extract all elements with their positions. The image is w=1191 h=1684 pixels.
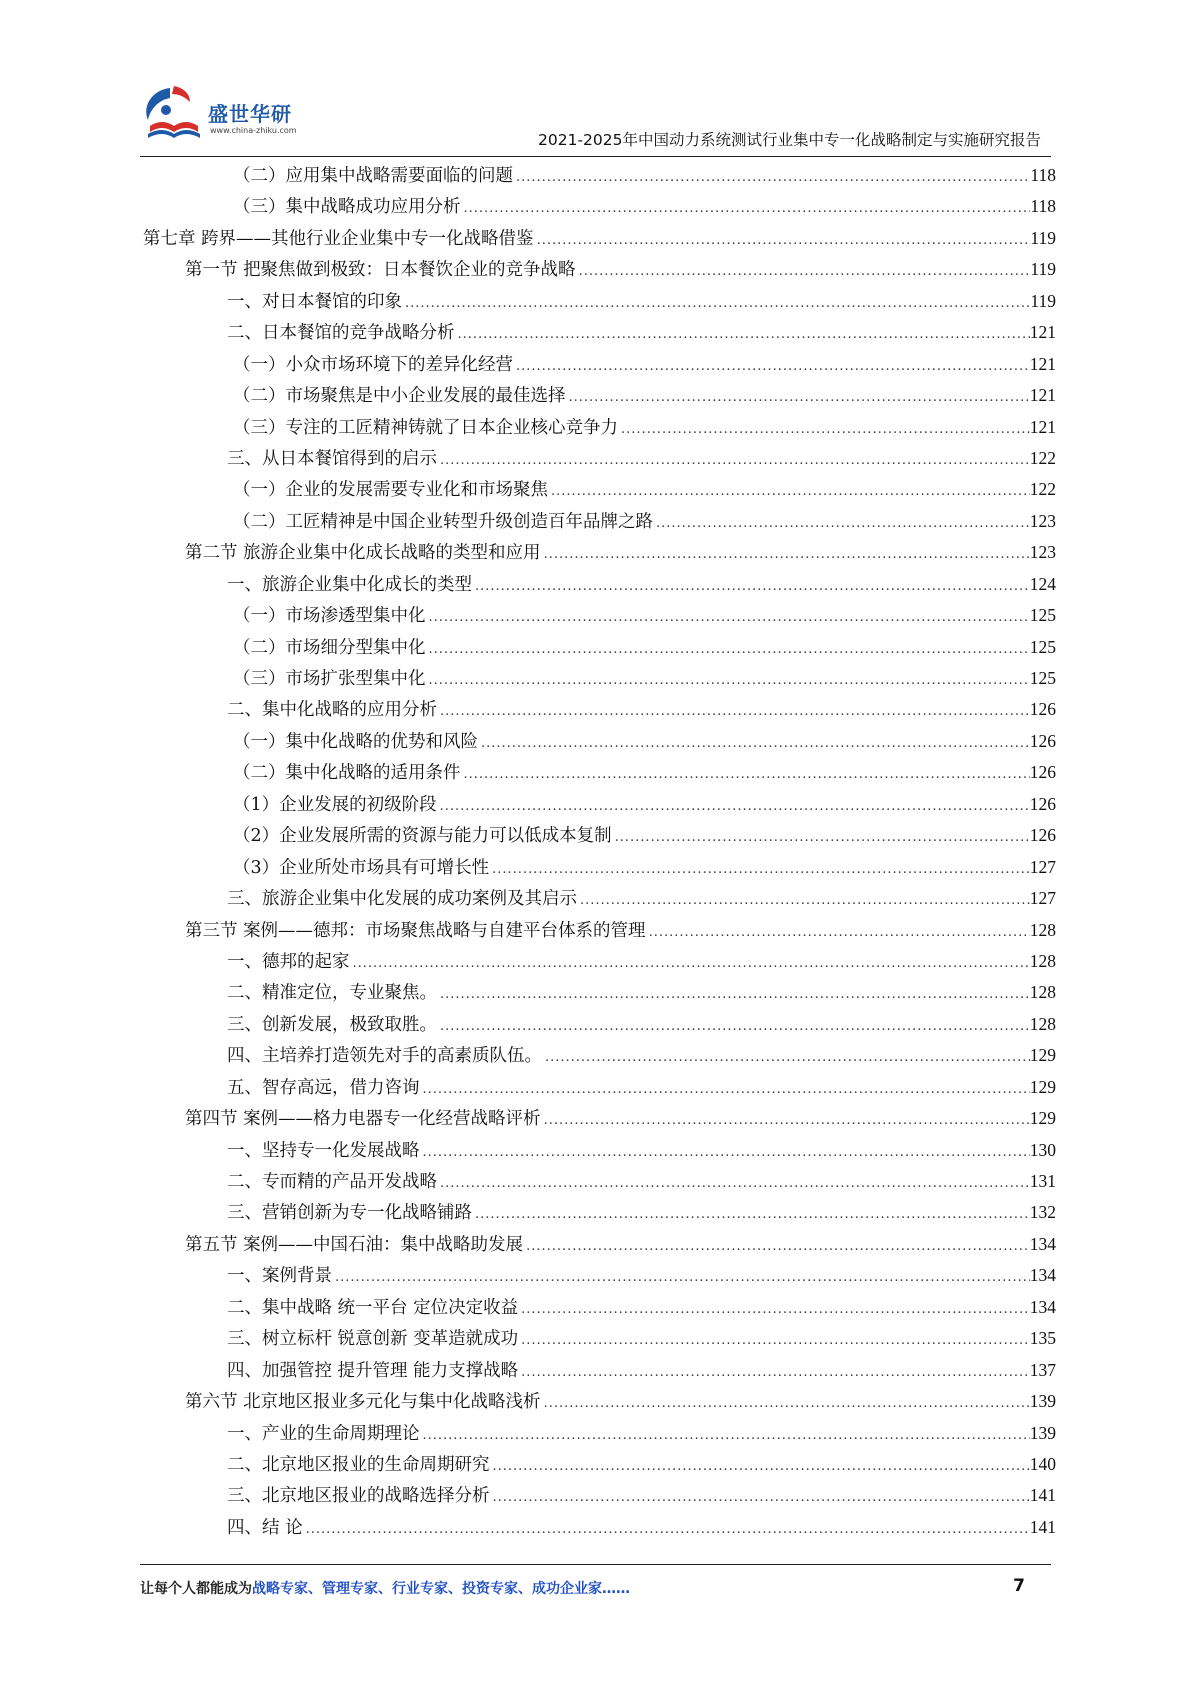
toc-entry-label: （二）工匠精神是中国企业转型升级创造百年品牌之路 xyxy=(233,511,653,532)
toc-entry-page: 127 xyxy=(1029,888,1056,909)
toc-entry-label: （二）市场细分型集中化 xyxy=(233,637,426,658)
toc-entry-label: 一、旅游企业集中化成长的类型 xyxy=(227,574,472,595)
toc-entry-page: 128 xyxy=(1029,919,1056,940)
toc-entry-label: （二）集中化战略的适用条件 xyxy=(233,763,461,784)
toc-dot-leader xyxy=(426,634,1030,663)
toc-entry-page: 121 xyxy=(1029,322,1056,343)
toc-entry[interactable] xyxy=(140,757,1056,788)
toc-dot-leader xyxy=(426,602,1030,631)
toc-entry-label: （一）市场渗透型集中化 xyxy=(233,606,426,627)
toc-dot-leader xyxy=(472,1199,1030,1228)
toc-entry-page: 128 xyxy=(1029,950,1056,971)
toc-dot-leader xyxy=(490,1482,1030,1511)
toc-dot-leader xyxy=(577,885,1030,914)
toc-entry[interactable] xyxy=(140,726,1056,757)
toc-entry[interactable] xyxy=(140,600,1056,631)
toc-entry-label: （二）应用集中战略需要面临的问题 xyxy=(233,166,513,186)
toc-entry-page: 119 xyxy=(1030,290,1056,311)
slogan-prefix: 让每个人都能成为 xyxy=(140,1581,252,1597)
toc-entry-page: 126 xyxy=(1029,793,1056,814)
page-number: 7 xyxy=(1013,1576,1025,1596)
toc-entry[interactable] xyxy=(140,412,1056,443)
toc-entry-label: （二）市场聚焦是中小企业发展的最佳选择 xyxy=(233,386,566,407)
toc-entry-label: 一、德邦的起家 xyxy=(227,951,350,972)
toc-dot-leader xyxy=(523,1231,1030,1260)
toc-dot-leader xyxy=(420,1137,1030,1166)
table-of-contents xyxy=(140,160,1056,1543)
toc-entry[interactable] xyxy=(140,1512,1056,1543)
toc-entry-label: 三、北京地区报业的战略选择分析 xyxy=(227,1486,490,1507)
toc-entry-page: 123 xyxy=(1029,542,1056,563)
toc-entry-label: 三、营销创新为专一化战略铺路 xyxy=(227,1203,472,1224)
toc-entry-label: 三、树立标杆 锐意创新 变革造就成功 xyxy=(227,1329,519,1350)
toc-entry[interactable] xyxy=(140,977,1056,1008)
toc-entry-page: 125 xyxy=(1029,605,1056,626)
toc-entry[interactable] xyxy=(140,1072,1056,1103)
toc-entry-label: 二、日本餐馆的竞争战略分析 xyxy=(227,323,455,344)
header-divider xyxy=(140,156,1051,157)
toc-entry-label: 一、坚持专一化发展战略 xyxy=(227,1140,420,1161)
toc-entry[interactable] xyxy=(140,474,1056,505)
toc-dot-leader xyxy=(541,1105,1030,1134)
book-logo-icon xyxy=(140,84,210,146)
toc-entry-label: （一）小众市场环境下的差异化经营 xyxy=(233,354,513,375)
toc-entry[interactable] xyxy=(140,506,1056,537)
toc-entry[interactable] xyxy=(140,537,1056,568)
company-logo xyxy=(140,84,315,146)
toc-dot-leader xyxy=(437,1011,1030,1040)
toc-entry-page: 126 xyxy=(1029,699,1056,720)
toc-entry-label: 第四节 案例——格力电器专一化经营战略评析 xyxy=(185,1109,541,1130)
toc-dot-leader xyxy=(518,1294,1030,1323)
toc-entry[interactable] xyxy=(140,1197,1056,1228)
toc-dot-leader xyxy=(437,445,1030,474)
toc-entry-page: 137 xyxy=(1029,1359,1056,1380)
toc-entry[interactable] xyxy=(140,1323,1056,1354)
toc-dot-leader xyxy=(437,791,1030,820)
toc-entry-label: 第七章 跨界——其他行业企业集中专一化战略借鉴 xyxy=(143,228,534,249)
toc-dot-leader xyxy=(513,351,1030,380)
toc-entry-label: （三）集中战略成功应用分析 xyxy=(233,197,461,218)
toc-entry[interactable] xyxy=(140,223,1056,254)
toc-entry-page: 122 xyxy=(1029,447,1056,468)
toc-entry-page: 134 xyxy=(1029,1233,1056,1254)
toc-entry[interactable] xyxy=(140,852,1056,883)
toc-entry-page: 140 xyxy=(1029,1453,1056,1474)
toc-entry[interactable] xyxy=(140,820,1056,851)
toc-entry-label: 四、主培养打造领先对手的高素质队伍。 xyxy=(227,1046,542,1067)
toc-entry[interactable] xyxy=(140,694,1056,725)
toc-dot-leader xyxy=(437,1168,1030,1197)
toc-dot-leader xyxy=(437,696,1030,725)
toc-entry-page: 129 xyxy=(1029,1108,1056,1129)
slogan-highlight: 战略专家、管理专家、行业专家、投资专家、成功企业家…… xyxy=(252,1581,630,1597)
toc-entry-page: 127 xyxy=(1029,856,1056,877)
toc-entry-page: 132 xyxy=(1029,1202,1056,1223)
toc-entry-page: 139 xyxy=(1029,1422,1056,1443)
toc-dot-leader xyxy=(350,948,1030,977)
toc-entry[interactable] xyxy=(140,569,1056,600)
toc-entry[interactable] xyxy=(140,1449,1056,1480)
toc-dot-leader xyxy=(478,728,1030,757)
toc-entry[interactable] xyxy=(140,317,1056,348)
toc-dot-leader xyxy=(455,319,1030,348)
toc-entry-label: （三）市场扩张型集中化 xyxy=(233,669,426,689)
toc-entry[interactable] xyxy=(140,1386,1056,1417)
page-footer xyxy=(140,1578,1051,1604)
footer-divider xyxy=(140,1564,1051,1565)
toc-entry-label: 三、创新发展，极致取胜。 xyxy=(227,1014,437,1035)
toc-entry[interactable] xyxy=(140,946,1056,977)
toc-entry[interactable] xyxy=(140,443,1056,474)
toc-entry-page: 135 xyxy=(1029,1328,1056,1349)
footer-slogan xyxy=(140,1578,630,1598)
toc-dot-leader xyxy=(332,1262,1030,1291)
toc-entry-page: 125 xyxy=(1029,636,1056,657)
toc-entry-page: 126 xyxy=(1029,762,1056,783)
toc-entry[interactable] xyxy=(140,349,1056,380)
toc-entry-label: （一）企业的发展需要专业化和市场聚焦 xyxy=(233,480,548,501)
toc-entry-page: 141 xyxy=(1029,1485,1056,1506)
toc-dot-leader xyxy=(513,162,1030,191)
toc-entry-label: 一、产业的生命周期理论 xyxy=(227,1423,420,1444)
toc-entry-page: 122 xyxy=(1029,479,1056,500)
toc-entry[interactable] xyxy=(140,1355,1056,1386)
toc-entry-page: 129 xyxy=(1029,1045,1056,1066)
toc-entry-page: 139 xyxy=(1029,1391,1056,1412)
toc-dot-leader xyxy=(420,1074,1030,1103)
toc-entry-label: （1）企业发展的初级阶段 xyxy=(233,794,437,815)
logo-url: www.china-zhiku.com xyxy=(210,126,297,135)
toc-entry-page: 128 xyxy=(1029,982,1056,1003)
toc-dot-leader xyxy=(566,382,1030,411)
toc-dot-leader xyxy=(461,759,1030,788)
toc-dot-leader xyxy=(653,508,1030,537)
document-title: 2021-2025年中国动力系统测试行业集中专一化战略制定与实施研究报告 xyxy=(538,131,1041,149)
toc-entry-label: 第六节 北京地区报业多元化与集中化战略浅析 xyxy=(185,1392,541,1413)
toc-entry[interactable] xyxy=(140,1135,1056,1166)
toc-dot-leader xyxy=(472,571,1030,600)
toc-dot-leader xyxy=(303,1514,1030,1543)
toc-entry-page: 141 xyxy=(1029,1516,1056,1537)
toc-entry-label: 二、集中战略 统一平台 定位决定收益 xyxy=(227,1297,519,1318)
toc-entry[interactable] xyxy=(140,915,1056,946)
toc-dot-leader xyxy=(646,917,1030,946)
toc-entry[interactable] xyxy=(140,1166,1056,1197)
logo-name: 盛世华研 xyxy=(208,102,292,126)
toc-dot-leader xyxy=(534,225,1031,254)
toc-dot-leader xyxy=(489,854,1030,883)
toc-dot-leader xyxy=(402,288,1030,317)
toc-entry-label: 第五节 案例——中国石油：集中战略助发展 xyxy=(185,1234,524,1255)
toc-entry[interactable] xyxy=(140,1009,1056,1040)
toc-entry[interactable] xyxy=(140,883,1056,914)
toc-entry-label: 第二节 旅游企业集中化成长战略的类型和应用 xyxy=(185,543,541,564)
toc-entry[interactable] xyxy=(140,286,1056,317)
toc-entry-label: 第三节 案例——德邦：市场聚焦战略与自建平台体系的管理 xyxy=(185,920,646,941)
toc-entry-label: （3）企业所处市场具有可增长性 xyxy=(233,857,490,878)
toc-entry-page: 123 xyxy=(1029,510,1056,531)
toc-entry-label: 五、智存高远，借力咨询 xyxy=(227,1077,420,1098)
toc-entry-page: 121 xyxy=(1029,416,1056,437)
toc-entry-page: 124 xyxy=(1029,573,1056,594)
toc-dot-leader xyxy=(542,1042,1030,1071)
toc-entry[interactable] xyxy=(140,1260,1056,1291)
toc-entry[interactable] xyxy=(140,632,1056,663)
toc-entry-label: （一）集中化战略的优势和风险 xyxy=(233,731,478,752)
toc-entry-label: 二、专而精的产品开发战略 xyxy=(227,1172,437,1192)
toc-dot-leader xyxy=(420,1420,1030,1449)
toc-entry-page: 130 xyxy=(1029,1139,1056,1160)
toc-entry-page: 121 xyxy=(1029,353,1056,374)
toc-entry-page: 119 xyxy=(1030,259,1056,280)
toc-dot-leader xyxy=(490,1451,1030,1480)
toc-dot-leader xyxy=(426,665,1030,694)
toc-entry-label: 一、对日本餐馆的印象 xyxy=(227,291,402,312)
toc-entry[interactable] xyxy=(140,1229,1056,1260)
toc-entry-page: 126 xyxy=(1029,825,1056,846)
toc-entry-label: 二、北京地区报业的生命周期研究 xyxy=(227,1454,490,1475)
toc-entry[interactable] xyxy=(140,789,1056,820)
toc-dot-leader xyxy=(612,822,1030,851)
toc-entry-label: 二、集中化战略的应用分析 xyxy=(227,700,437,721)
toc-dot-leader xyxy=(461,193,1031,222)
toc-dot-leader xyxy=(541,539,1030,568)
toc-entry-label: 三、旅游企业集中化发展的成功案例及其启示 xyxy=(227,889,577,910)
toc-entry-page: 125 xyxy=(1029,668,1056,688)
toc-entry-label: 一、案例背景 xyxy=(227,1266,332,1287)
toc-dot-leader xyxy=(518,1357,1030,1386)
toc-dot-leader xyxy=(541,1388,1030,1417)
toc-entry-page: 134 xyxy=(1029,1265,1056,1286)
page-header xyxy=(140,80,1051,158)
toc-entry[interactable] xyxy=(140,663,1056,694)
toc-entry[interactable] xyxy=(140,1418,1056,1449)
toc-entry[interactable] xyxy=(140,1292,1056,1323)
toc-entry[interactable] xyxy=(140,254,1056,285)
toc-entry[interactable] xyxy=(140,191,1056,222)
toc-entry[interactable] xyxy=(140,1040,1056,1071)
toc-entry-label: 三、从日本餐馆得到的启示 xyxy=(227,448,437,469)
toc-dot-leader xyxy=(548,476,1030,505)
toc-dot-leader xyxy=(576,256,1031,285)
toc-dot-leader xyxy=(518,1325,1030,1354)
toc-entry-page: 128 xyxy=(1029,1013,1056,1034)
toc-entry[interactable] xyxy=(140,160,1056,191)
toc-dot-leader xyxy=(618,414,1030,443)
toc-entry-page: 134 xyxy=(1029,1296,1056,1317)
toc-entry[interactable] xyxy=(140,1480,1056,1511)
toc-entry-label: 第一节 把聚焦做到极致：日本餐饮企业的竞争战略 xyxy=(185,260,576,281)
toc-entry-label: （三）专注的工匠精神铸就了日本企业核心竞争力 xyxy=(233,417,618,438)
toc-entry-page: 129 xyxy=(1029,1076,1056,1097)
toc-dot-leader xyxy=(437,979,1030,1008)
toc-entry-label: （2）企业发展所需的资源与能力可以低成本复制 xyxy=(233,826,612,847)
toc-entry-page: 119 xyxy=(1030,227,1056,248)
toc-entry-page: 131 xyxy=(1029,1171,1056,1191)
toc-entry-label: 四、结 论 xyxy=(227,1517,303,1538)
toc-entry-page: 118 xyxy=(1030,196,1056,217)
toc-entry-label: 四、加强管控 提升管理 能力支撑战略 xyxy=(227,1360,519,1381)
toc-entry-page: 121 xyxy=(1029,385,1056,406)
toc-entry-page: 118 xyxy=(1030,165,1056,185)
toc-entry[interactable] xyxy=(140,380,1056,411)
toc-entry-label: 二、精准定位，专业聚焦。 xyxy=(227,983,437,1004)
toc-entry[interactable] xyxy=(140,1103,1056,1134)
toc-entry-page: 126 xyxy=(1029,730,1056,751)
